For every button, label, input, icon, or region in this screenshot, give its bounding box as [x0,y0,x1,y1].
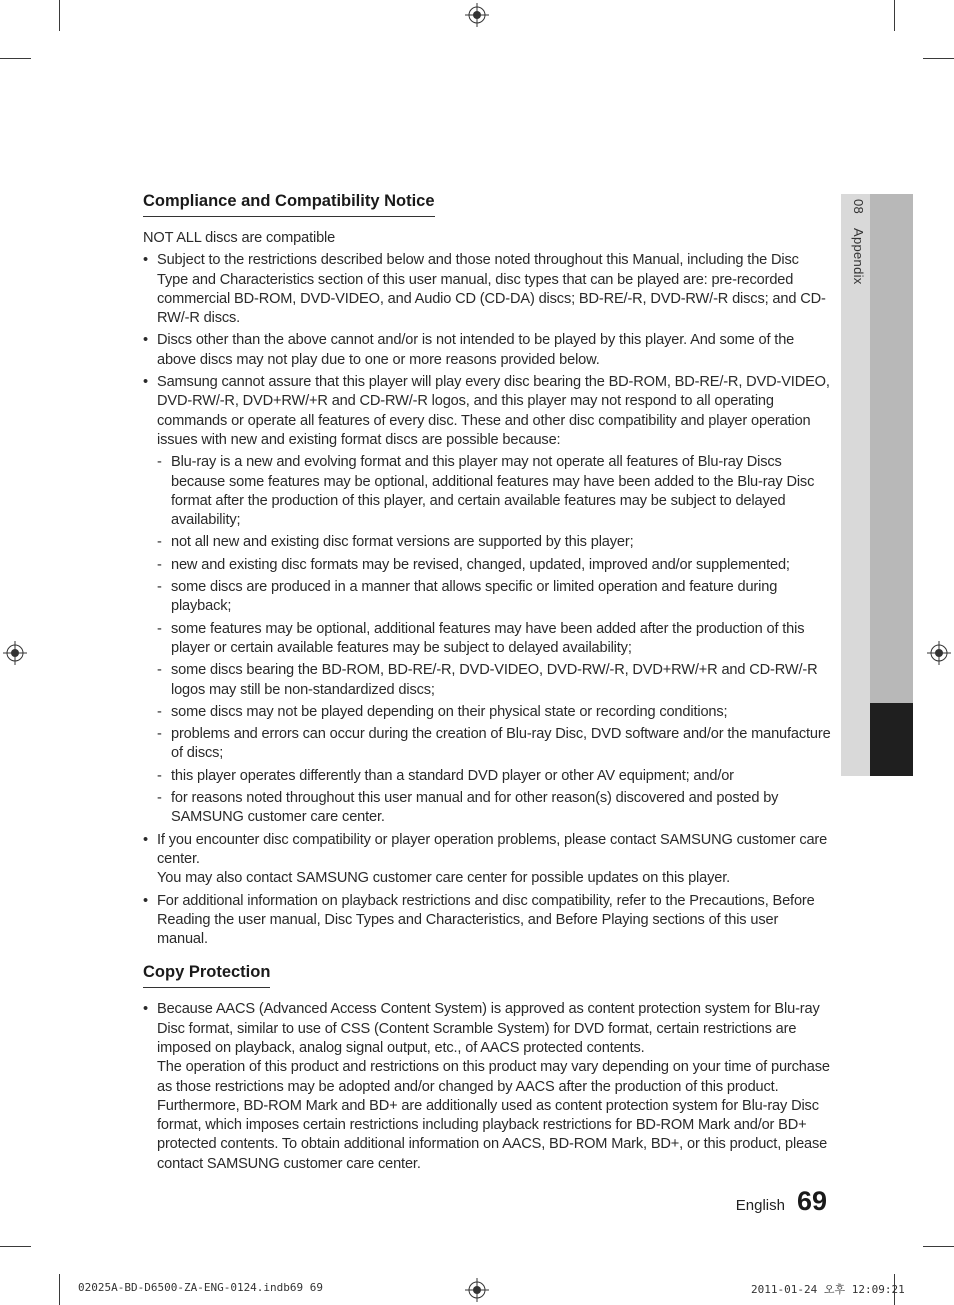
dash-item: - problems and errors can occur during the creation of Blu-ray Disc, DVD software and/or the manufacture of discs; [143,725,831,764]
bullet-item: • Discs other than the above cannot and/or is not intended to be played by this player. And some of the above discs may not play due to one or more reasons provided below. [143,331,831,370]
dash-item: - some features may be optional, additional features may have been added after the production of this player or certain available features may be subject to delayed availability; [143,620,831,659]
crop-mark [0,1246,31,1247]
crop-mark [923,1246,954,1247]
print-slug-file: 02025A-BD-D6500-ZA-ENG-0124.indb69 69 [78,1281,324,1294]
registration-mark-icon [927,641,951,665]
registration-mark-icon [465,3,489,27]
bullet-item [143,831,831,889]
chapter-name: Appendix [851,227,866,285]
section-title: Compliance and Compatibility Notice [143,192,435,217]
bullet-text: Samsung cannot assure that this player will play every disc bearing the BD-ROM, BD-RE/-R, DVD-VIDEO, DVD-RW/-R, DVD+RW/+R and CD-RW/-R logos, and this player may not respond to all operating commands or operate all features of every disc. These and other disc compatibility and player operation issues with new and existing format discs are possible because: [157,374,830,448]
section-title: Copy Protection [143,963,270,988]
dash-item: - some discs bearing the BD-ROM, BD-RE/-R, DVD-VIDEO, DVD-RW/-R, DVD+RW/+R and CD-RW/-R logos may still be non-standardized discs; [143,661,831,700]
print-slug-date: 2011-01-24 오후 12:09:21 [751,1283,905,1296]
bullet-text-continued: The operation of this product and restrictions on this product may vary depending on your time of purchase as those restrictions may be adopted and/or changed by AACS after the production of this product. Furthermore, BD-ROM Mark and BD+ are additionally used as content protection system for Blu-ray Disc format, which imposes certain restrictions including playback restrictions for BD-ROM Mark and/or BD+ protected contents. To obtain additional information on AACS, BD-ROM Mark, BD+, or this product, please contact SAMSUNG customer care center. [157,1059,830,1172]
bullet-text-continued: You may also contact SAMSUNG customer care center for possible updates on this player. [157,870,731,887]
page-footer [736,1186,827,1217]
dash-item: - for reasons noted throughout this user manual and for other reason(s) discovered and posted by SAMSUNG customer care center. [143,789,831,828]
dash-item: - not all new and existing disc format versions are supported by this player; [143,533,831,552]
dash-item: - new and existing disc formats may be revised, changed, updated, improved and/or supplemented; [143,556,831,575]
bullet-item [143,373,831,450]
crop-mark [59,0,60,31]
main-content [143,192,831,1177]
registration-mark-icon [3,641,27,665]
crop-mark [923,58,954,59]
dash-item: - Blu-ray is a new and evolving format and this player may not operate all features of Blu-ray Discs because some features may be optional, additional features may have been added to the Blu-ray Disc format after the production of this player, and certain available features may be subject to delayed availability; [143,453,831,530]
crop-mark [59,1274,60,1305]
crop-mark [894,0,895,31]
chapter-label [846,199,866,339]
bullet-item: • For additional information on playback restrictions and disc compatibility, refer to the Precautions, Before Reading the user manual, Disc Types and Characteristics, and Before Playing sections of this user manual. [143,892,831,950]
language-label: English [735,1197,785,1214]
chapter-tab-marker [870,703,913,776]
registration-mark-icon [465,1278,489,1302]
dash-list [143,453,831,827]
dash-item: - some discs may not be played depending on their physical state or recording conditions; [143,703,831,722]
bullet-item [143,1000,831,1174]
compliance-section [143,192,831,949]
copy-protection-section [143,963,831,1174]
dash-item: - some discs are produced in a manner that allows specific or limited operation and feature during playback; [143,578,831,617]
dash-item: - this player operates differently than a standard DVD player or other AV equipment; and/or [143,767,831,786]
chapter-tab-band [870,194,913,703]
bullet-text: • If you encounter disc compatibility or player operation problems, please contact SAMSUNG customer care center. [157,831,828,867]
page-number: 69 [796,1186,827,1216]
chapter-number: 08 [851,199,866,215]
bullet-item: • Subject to the restrictions described below and those noted throughout this Manual, including the Disc Type and Characteristics section of this user manual, disc types that can be played are: pre-recorded commercial BD-ROM, DVD-VIDEO, and Audio CD (CD-DA) discs; BD-RE/-R, DVD-RW/-R discs; and CD-RW/-R discs. [143,251,831,328]
crop-mark [0,58,31,59]
intro-text: NOT ALL discs are compatible [143,230,336,246]
bullet-text: • Because AACS (Advanced Access Content System) is approved as content protection system for Blu-ray Disc format, similar to use of CSS (Content Scramble System) for DVD format, certain restrictions are imposed on playback, analog signal output, etc., of AACS protected contents. [157,1001,820,1056]
